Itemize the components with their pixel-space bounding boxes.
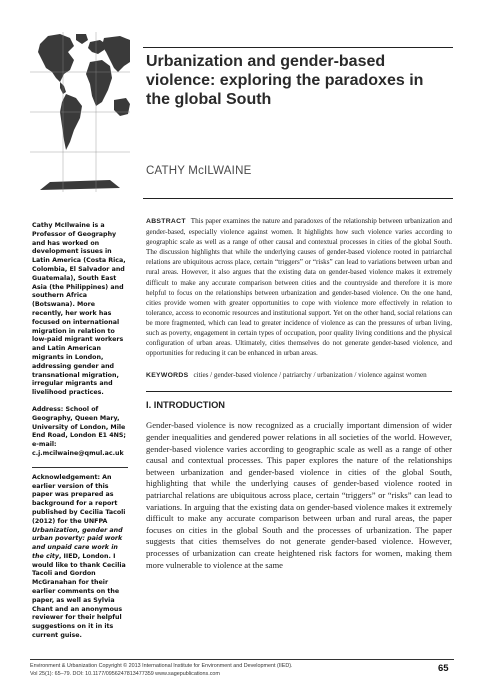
introduction-text: Gender-based violence is now recognized as a crucially important dimension of wider gender inequalities and gendered power relations in all societies of the world. However, gender-based violence varies according to geographic scale as well as a range of other causal and contextual processes. This paper explores the nature of the relationships between urbanization and gender-based violence in cities of the global South, highlighting that while the underlying causes of gender-based violence rooted in patriarchal relations are ubiquitous across place, certain “triggers” or “risks” can lead to variations. In arguing that the existing data on gender-based violence makes it extremely difficult to make any accurate comparison between urban and rural areas, the paper focuses on cities in the global South and the processes of urbanization. The paper suggests that cities themselves do not generate gender-based violence. However, processes of urbanization can create heightened risk factors for women, making them more vulnerable to violence at the same — [146, 420, 452, 570]
title-top-rule — [143, 47, 453, 48]
ack-part-2: , IIED, London. I would like to thank Cecilia Tacoli and Gordon McGranahan for their earlier comments on the paper, as well as Sylvia Chant and an anonymous reviewer for their helpful suggestions on it in its current guise. — [32, 552, 126, 640]
author-sidebar — [32, 222, 128, 649]
ack-part-1: Acknowledgement: An earlier version of this paper was prepared as background for a report published by Cecilia Tacoli (2012) for the UNFPA — [32, 473, 126, 525]
page-footer — [30, 662, 293, 678]
author-bio: Cathy McIlwaine is a Professor of Geography and has worked on development issues in Latin America (Costa Rica, Colombia, El Salvador and Guatemala), South East Asia (the Philippines) and southern Africa (Botswana). More recently, her work has focused on international migration in relation to low-paid migrant workers and Latin American migrants in London, addressing gender and transnational migration, irregular migrants and livelihood practices. — [32, 222, 126, 397]
sidebar-rule — [32, 467, 128, 468]
footer-citation: Vol 25(1): 65–79. DOI: 10.1177/0956247813477359 www.sagepublications.com — [30, 671, 220, 677]
abstract-text: This paper examines the nature and paradoxes of the relationship between urbanization and gender-based, especially violence against women. It highlights how such violence varies according to geographic scale as well as a range of other causal and contextual processes in cities of the global South. The discussion highlights that while the underlying causes of gender-based violence rooted in patriarchal relations are ubiquitous across place, certain “triggers” or “risks” can lead to variations between urban and rural areas. However, it also argues that the existing data on gender-based violence makes it extremely difficult to make any accurate comparison between cities and the countryside and therefore it is more helpful to focus on the relationships between urbanization and gender-based violence. On the one hand, cities provide women with greater opportunities to cope with violence more effectively in relation to tolerance, access to economic resources and institutional support. Yet on the other hand, social relations can be more fragmented, which can lead to greater incidence of violence as can the pressures of urban living, such as poverty, engagement in certain types of occupation, poor quality living conditions and the physical configuration of urban areas. Ultimately, cities themselves do not generate gender-based violence, and opportunities for reducing it can be enhanced in urban areas. — [146, 217, 452, 358]
acknowledgement — [32, 474, 128, 641]
author-rule — [143, 198, 453, 199]
abstract — [146, 216, 452, 358]
main-column — [146, 216, 452, 571]
ack-report-title: Urbanization, gender and urban poverty: paid work and unpaid care work in the city — [32, 526, 123, 560]
abstract-label: ABSTRACT — [146, 218, 186, 225]
keywords-label: KEYWORDS — [146, 372, 189, 380]
author-address: Address: School of Geography, Queen Mary, University of London, Mile End Road, London E1 4NS; e-mail: c.j.mcilwaine@qmul.ac.uk — [32, 405, 126, 457]
footer-rule — [30, 659, 454, 660]
article-author: CATHY McILWAINE — [146, 165, 252, 177]
article-title: Urbanization and gender-based violence: exploring the paradoxes in the global South — [146, 53, 424, 108]
world-map-image — [30, 32, 130, 192]
section-heading: I. INTRODUCTION — [146, 400, 226, 411]
world-map-graphic — [30, 32, 130, 192]
keywords-text: cities / gender-based violence / patriarchy / urbanization / violence against women — [193, 371, 427, 380]
footer-copyright: Environment & Urbanization Copyright © 2013 International Institute for Environment and Development (IIED). — [30, 663, 293, 669]
section-rule — [146, 391, 452, 392]
keywords — [146, 370, 452, 381]
page-number: 65 — [438, 663, 449, 674]
